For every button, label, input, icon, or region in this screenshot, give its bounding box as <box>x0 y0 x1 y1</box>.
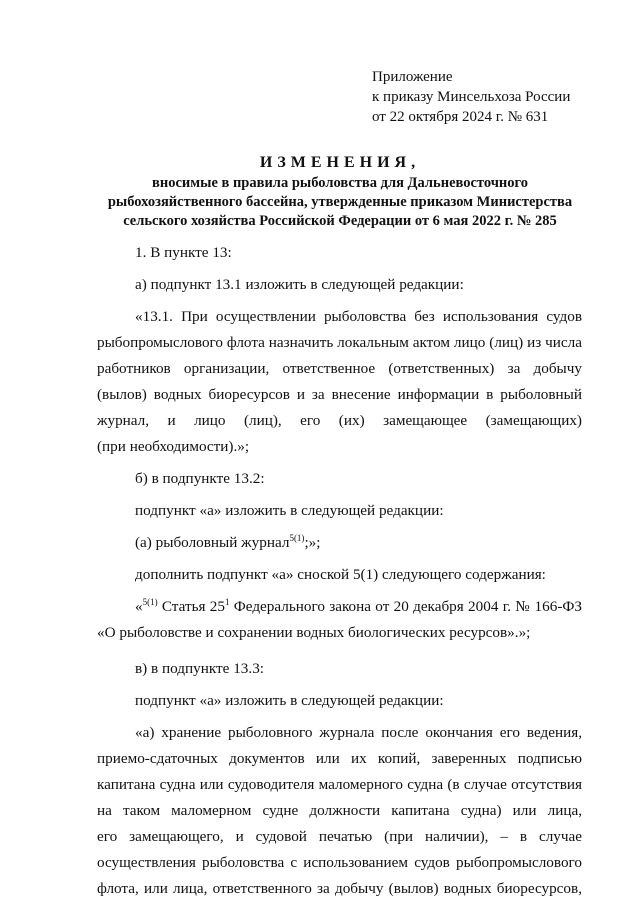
text-line: флота, или лица, ответственного за добычу (вылов) водных биоресурсов, <box>97 880 582 897</box>
text-line: приемо-сдаточных документов или их копий, заверенных подписью <box>97 750 582 767</box>
article-sup: 1 <box>225 597 230 607</box>
paragraph-13-1 <box>97 304 582 460</box>
footnote-ref: 5(1) <box>289 533 305 543</box>
text-line: на таком маломерном судне должности капитана судна) или лица, <box>97 802 582 819</box>
text-line <box>97 594 582 620</box>
text-line: рыбопромыслового флота назначить локальным актом лицо (лиц) из числа <box>97 334 582 351</box>
quote-open: « <box>135 598 143 615</box>
document-body <box>97 240 582 902</box>
text-line: его замещающего, и судовой печатью (при наличии), – в случае <box>97 828 582 845</box>
appendix-line-2: к приказу Минсельхоза России <box>372 89 571 105</box>
text-line: «13.1. При осуществлении рыболовства без использования судов <box>135 308 582 325</box>
heading-line-1: вносимые в правила рыболовства для Дальневосточного <box>152 175 528 191</box>
article-text: Статья 25 <box>157 598 225 615</box>
appendix-header <box>372 67 570 127</box>
heading-line-3: сельского хозяйства Российской Федерации от 6 мая 2022 г. № 285 <box>123 213 557 229</box>
text-line: «О рыболовстве и сохранении водных биологических ресурсов».»; <box>97 624 531 641</box>
text-line: осуществления рыболовства с использованием судов рыбопромыслового <box>97 854 582 871</box>
paragraph-add-footnote: дополнить подпункт «а» сноской 5(1) следующего содержания: <box>135 566 546 583</box>
journal-text: (а) рыболовный журнал <box>135 534 290 551</box>
appendix-line-3: от 22 октября 2024 г. № 631 <box>372 109 549 125</box>
text-line: капитана судна или судоводителя маломерного судна (в случае отсутствия <box>97 776 582 793</box>
paragraph-subpoint-a: а) подпункт 13.1 изложить в следующей редакции: <box>135 276 464 293</box>
footnote-mark: 5(1) <box>142 597 158 607</box>
document-heading <box>60 152 620 231</box>
law-text: Федерального закона от 20 декабря 2004 г. № 166-ФЗ <box>229 598 582 615</box>
text-line: «а) хранение рыболовного журнала после окончания его ведения, <box>135 724 582 741</box>
text-line: (при необходимости).»; <box>97 438 250 455</box>
paragraph-edit-a-2: подпункт «а» изложить в следующей редакции: <box>135 692 444 709</box>
document-title: ИЗМЕНЕНИЯ, <box>259 154 421 171</box>
paragraph-edit-a: подпункт «а» изложить в следующей редакции: <box>135 502 444 519</box>
heading-line-2: рыбохозяйственного бассейна, утвержденные приказом Министерства <box>107 194 573 210</box>
text-line: (вылов) водных биоресурсов и за внесение информации в рыболовный <box>97 386 582 403</box>
paragraph-subpoint-v: в) в подпункте 13.3: <box>135 660 265 677</box>
appendix-line-1: Приложение <box>372 69 453 85</box>
paragraph-subpoint-b: б) в подпункте 13.2: <box>135 470 265 487</box>
paragraph-footnote-text <box>97 594 582 646</box>
paragraph-journal <box>97 530 582 556</box>
text-line: журнал, и лицо (лиц), его (их) замещающее (замещающих) <box>97 412 582 429</box>
text-line: работников организации, ответственное (ответственных) за добычу <box>97 360 582 377</box>
paragraph-point-13: 1. В пункте 13: <box>135 244 232 261</box>
journal-end: ;»; <box>304 534 321 551</box>
paragraph-storage <box>97 720 582 902</box>
